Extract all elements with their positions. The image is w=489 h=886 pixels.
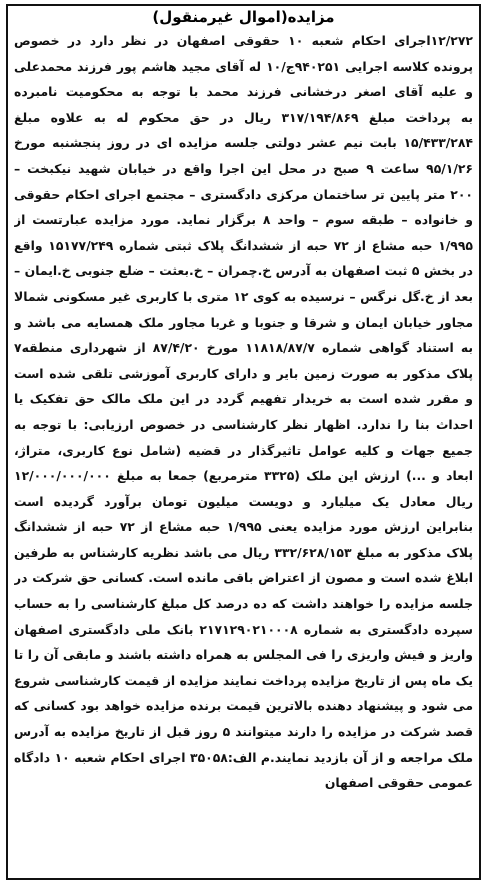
notice-line: ۱۲/۲۷۲اجرای احکام شعبه ۱۰ حقوقی اصفهان در نظر دارد در خصوص: [14, 33, 473, 48]
notice-header: [8, 6, 479, 28]
notice-title: مزایده(اموال غیرمنقول): [152, 8, 335, 26]
notice-line: احداث بنا را ندارد. اظهار نظر کارشناسی در خصوص ارزیابی: با توجه به: [14, 416, 473, 432]
notice-body: [8, 28, 479, 796]
notice-line: به پرداخت مبلغ ۳۱۷/۱۹۴/۸۶۹ ریال در حق محکوم له به علاوه مبلغ: [14, 109, 473, 125]
notice-line: قصد شرکت در مزایده را دارند میتوانند ۵ روز قبل از تاریخ مزایده به آدرس: [14, 724, 473, 740]
notice-line: پلاک مذکور به صورت زمین بایر و دارای کاربری آموزشی تلقی شده است: [14, 365, 473, 381]
notice-line: جمیع جهات و کلیه عوامل تاثیرگذار در قضیه (شامل نوع کاربری، متراژ،: [14, 442, 473, 458]
auction-notice: [6, 4, 481, 880]
notice-line: مجاور خیابان ایمان و شرقا و جنوبا و غربا مجاور ملک همسایه می باشد و: [14, 314, 473, 330]
notice-line: به استناد گواهی شماره ۱۱۸۱۸/۸۷/۷ مورخ ۸۷/۴/۲۰ از شهرداری منطقه۷: [14, 340, 473, 356]
notice-line: ۱/۹۹۵ حبه مشاع از ۷۲ حبه از ششدانگ پلاک ثبتی شماره ۱۵۱۷۷/۲۴۹ واقع: [14, 237, 473, 253]
notice-line: سپرده دادگستری به شماره ۲۱۷۱۲۹۰۲۱۰۰۰۸ بانک ملی دادگستری اصفهان: [14, 621, 473, 637]
notice-line: ۲۰۰ متر پایین تر ساختمان مرکزی دادگستری – مجتمع اجرای احکام حقوقی: [14, 186, 473, 202]
notice-line: بعد از خ.گل نرگس – نرسیده به کوی ۱۲ متری با کاربری غیر مسکونی شمالا: [14, 288, 473, 304]
notice-line: و علیه آقای اصغر درخشانی فرزند محمد با توجه به محکومیت نامبرده: [14, 84, 473, 100]
notice-line: ملک مراجعه و از آن بازدید نمایند.م الف:۳۵۰۵۸ اجرای احکام شعبه ۱۰ دادگاه: [14, 749, 473, 765]
notice-line: ابعاد و ...) ارزش این ملک (۳۳۲۵ مترمربع) جمعا به مبلغ ۱۲/۰۰۰/۰۰۰/۰۰۰: [14, 468, 473, 484]
notice-line: ریال معادل یک میلیارد و دویست میلیون تومان برآورد گردیده است: [14, 493, 473, 509]
notice-line: و مقرر شده است به خریدار تفهیم گردد در این ملک مالک حق تفکیک یا: [14, 391, 473, 407]
notice-line: ۱۵/۴۳۳/۲۸۴ بابت نیم عشر دولتی جلسه مزایده ای در روز پنجشنبه مورخ: [14, 135, 473, 151]
notice-line: یک ماه پس از تاریخ مزایده پرداخت نمایند مزایده از قیمت کارشناسی شروع: [14, 672, 473, 688]
notice-line: ۹۵/۱/۲۶ ساعت ۹ صبح در محل این اجرا واقع در خیابان شهید نیکبخت –: [14, 160, 473, 176]
notice-line: ابلاغ شده است و مصون از اعتراض باقی مانده است. کسانی حق شرکت در: [14, 570, 473, 586]
notice-line: بنابراین ارزش مورد مزایده یعنی ۱/۹۹۵ حبه مشاع از ۷۲ حبه از ششدانگ: [14, 519, 473, 535]
notice-line: عمومی حقوقی اصفهان: [324, 775, 473, 791]
notice-line: و خانواده – طبقه سوم – واحد ۸ برگزار نماید. مورد مزایده عبارتست از: [14, 212, 473, 228]
notice-line: پلاک مذکور به مبلغ ۳۳۲/۶۲۸/۱۵۳ ریال می باشد نظریه کارشناس به طرفین: [14, 544, 473, 560]
notice-line: واریز و فیش واریزی را فی المجلس به همراه داشته باشند و مابقی آن را تا: [14, 647, 473, 663]
notice-line: در بخش ۵ ثبت اصفهان به آدرس خ.چمران – خ.بعثت – ضلع جنوبی خ.ایمان –: [14, 263, 473, 279]
notice-line: پرونده کلاسه اجرایی ۹۴۰۲۵۱ج/۱۰ له آقای مجید هاشم پور فرزند محمدعلی: [14, 58, 473, 74]
notice-line: جلسه مزایده را خواهند داشت که ده درصد کل مبلغ کارشناسی را به حساب: [14, 596, 473, 612]
notice-line: می شود و پیشنهاد دهنده بالاترین قیمت برنده مزایده خواهد بود کسانی که: [14, 698, 473, 714]
